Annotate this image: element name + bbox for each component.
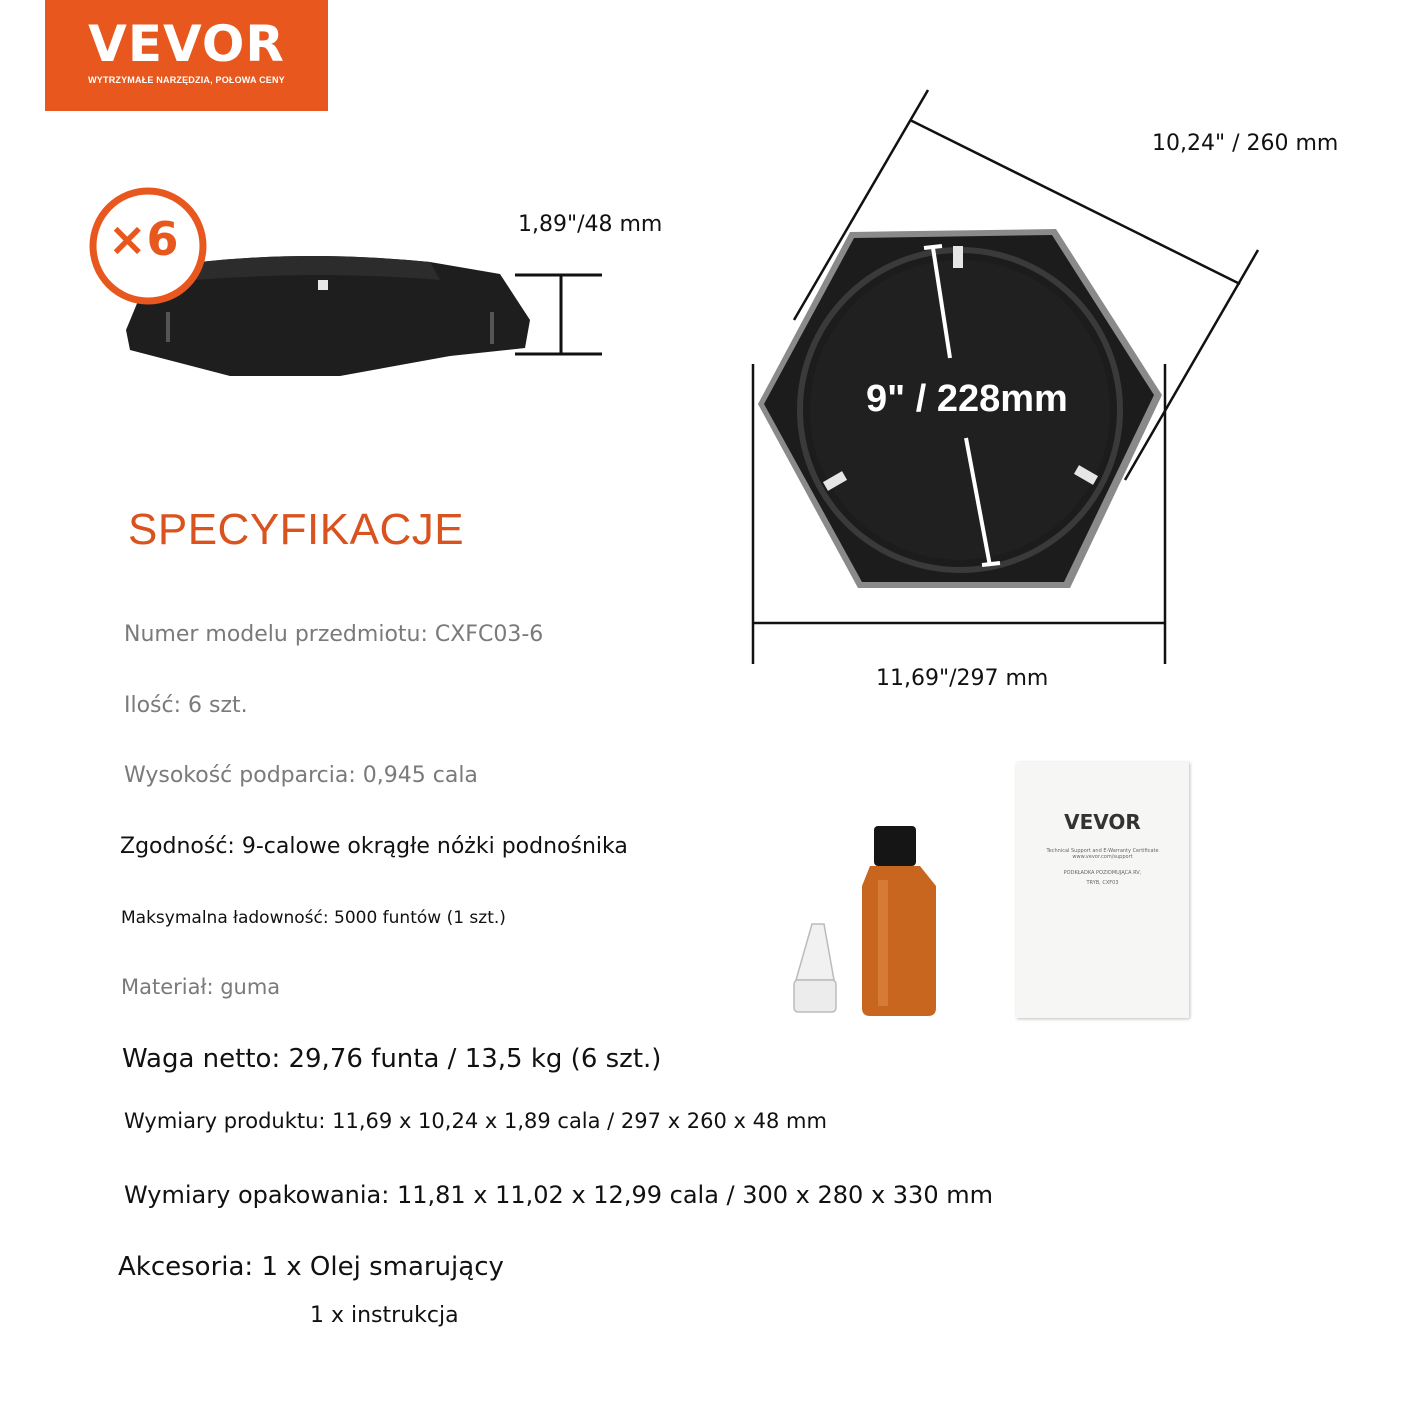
logo-tagline: WYTRZYMAŁE NARZĘDZIA, POŁOWA CENY	[88, 75, 285, 85]
spec-max-load: Maksymalna ładowność: 5000 funtów (1 szt.)	[121, 908, 506, 928]
spec-quantity: Ilość: 6 szt.	[124, 693, 248, 718]
lubricant-oil-bottle	[790, 820, 950, 1020]
diameter-label: 9" / 228mm	[866, 378, 1068, 420]
spec-support-height: Wysokość podparcia: 0,945 cala	[124, 763, 478, 788]
spec-package-dimensions: Wymiary opakowania: 11,81 x 11,02 x 12,99 cala / 300 x 280 x 330 mm	[124, 1181, 993, 1209]
logo-brand: VEVOR	[88, 15, 285, 73]
specs-title: SPECYFIKACJE	[128, 505, 465, 554]
vevor-logo	[45, 0, 349, 111]
spec-accessories-manual: 1 x instrukcja	[310, 1303, 459, 1328]
manual-model-line: TRYB, CXF03	[1086, 880, 1119, 886]
spec-net-weight: Waga netto: 29,76 funta / 13,5 kg (6 szt.)	[122, 1044, 662, 1074]
height-dimension-label: 1,89"/48 mm	[518, 212, 663, 237]
manual-title-line: PODKŁADKA POZIOMUJĄCA RV,	[1063, 870, 1142, 876]
manual-brand: VEVOR	[1064, 810, 1141, 834]
spec-accessories: Akcesoria: 1 x Olej smarujący	[118, 1252, 504, 1282]
spec-compatibility: Zgodność: 9-calowe okrągłe nóżki podnośnika	[120, 834, 628, 859]
spec-model: Numer modelu przedmiotu: CXFC03-6	[124, 622, 544, 647]
logo-registered: ®	[341, 22, 349, 33]
instruction-manual	[1016, 762, 1189, 1018]
spec-product-dimensions: Wymiary produktu: 11,69 x 10,24 x 1,89 cala / 297 x 260 x 48 mm	[124, 1109, 827, 1133]
manual-support-line: Technical Support and E-Warranty Certificate www.vevor.com/support	[1046, 848, 1159, 860]
quantity-badge: ×6	[108, 212, 179, 266]
spec-material: Materiał: guma	[121, 975, 281, 999]
length-dimension-label: 11,69"/297 mm	[876, 666, 1049, 691]
width-dimension-label: 10,24" / 260 mm	[1152, 131, 1339, 156]
